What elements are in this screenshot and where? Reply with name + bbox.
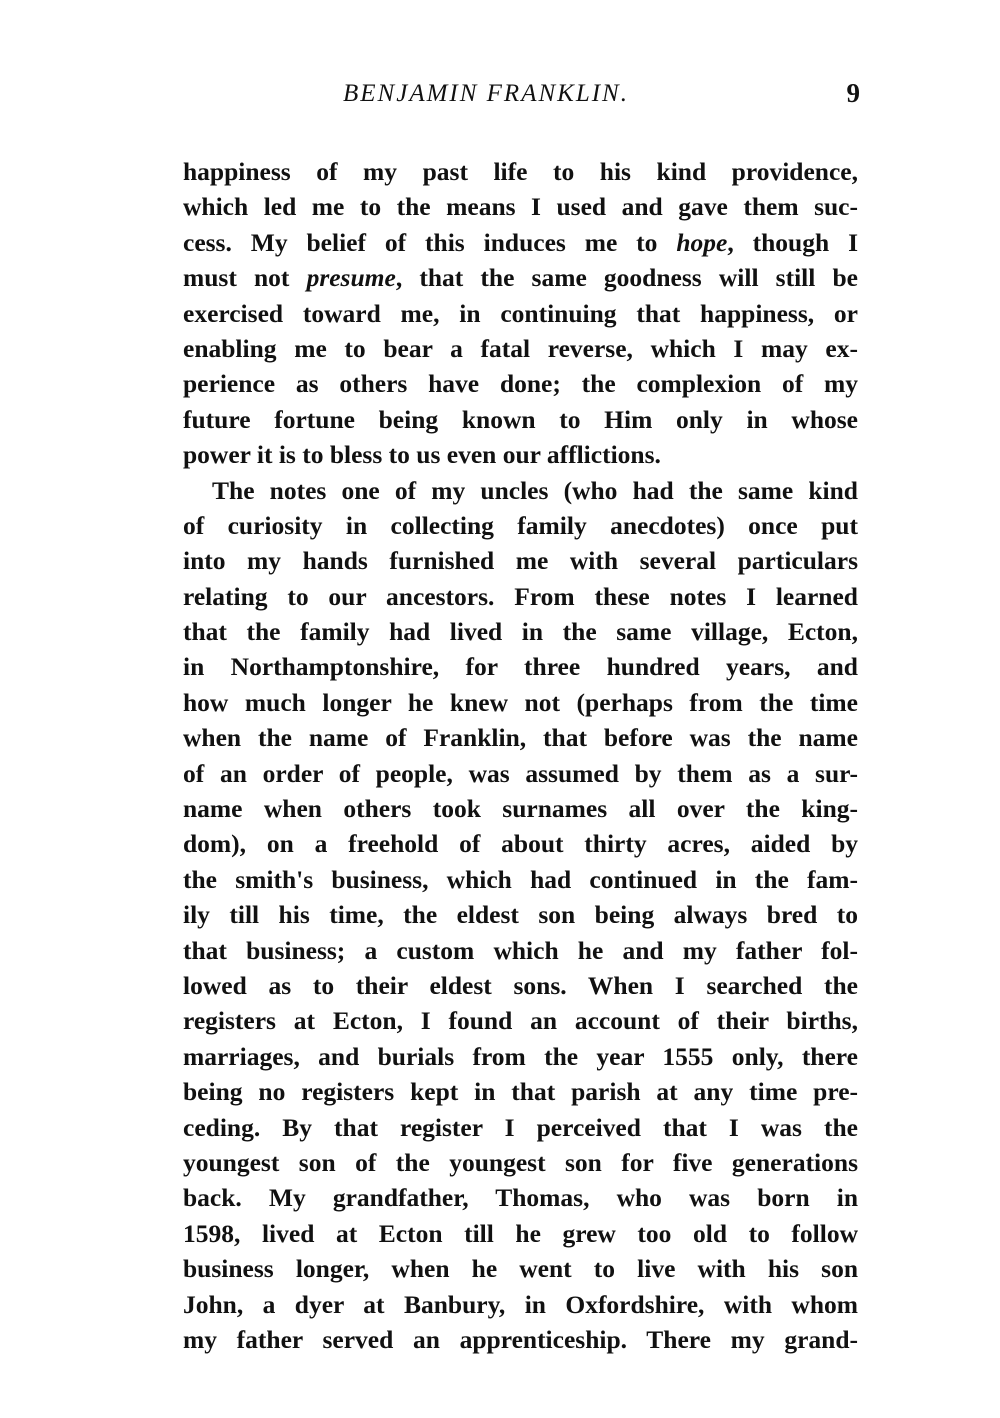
italic-emphasis: presume xyxy=(306,263,396,293)
running-title: BENJAMIN FRANKLIN. xyxy=(343,80,629,107)
text-line: back. My grandfather, Thomas, who was born in xyxy=(183,1183,858,1213)
text-line: in Northamptonshire, for three hundred years, and xyxy=(183,652,858,682)
text-line xyxy=(183,225,858,260)
text-line: The notes one of my uncles (who had the same kind xyxy=(212,475,858,505)
text-line: lowed as to their eldest sons. When I searched the xyxy=(183,970,858,1000)
text-line: 1598, lived at Ecton till he grew too old to follow xyxy=(183,1218,858,1248)
text-line: marriages, and burials from the year 1555 only, there xyxy=(183,1041,858,1071)
text-line: relating to our ancestors. From these notes I learned xyxy=(183,581,858,611)
text-line: dom), on a freehold of about thirty acres, aided by xyxy=(183,829,858,859)
text-segment: , that the same goodness will still be xyxy=(395,263,858,293)
text-segment: must not xyxy=(183,263,307,293)
text-segment: , though I xyxy=(727,227,858,257)
running-header xyxy=(183,80,858,114)
text-line: the smith's business, which had continued in the fam- xyxy=(183,864,858,894)
text-line: how much longer he knew not (perhaps from the time xyxy=(183,687,858,717)
text-line: John, a dyer at Banbury, in Oxfordshire, with whom xyxy=(183,1289,858,1319)
text-line: happiness of my past life to his kind providence, xyxy=(183,157,858,186)
text-line: being no registers kept in that parish at any time pre- xyxy=(183,1077,858,1107)
text-line xyxy=(183,260,858,295)
text-line: that business; a custom which he and my father fol- xyxy=(183,935,858,965)
text-segment: cess. My belief of this induces me to xyxy=(183,227,677,257)
text-line: ily till his time, the eldest son being always bred to xyxy=(183,900,858,930)
text-line: which led me to the means I used and gave them suc- xyxy=(183,192,858,222)
text-line: when the name of Franklin, that before was the name xyxy=(183,723,858,753)
text-line: that the family had lived in the same village, Ecton, xyxy=(183,617,858,647)
text-line: perience as others have done; the complexion of my xyxy=(183,369,858,399)
text-line: registers at Ecton, I found an account of their births, xyxy=(183,1006,858,1036)
text-line: business longer, when he went to live with his son xyxy=(183,1254,858,1284)
text-line: power it is to bless to us even our afflictions. xyxy=(183,440,661,470)
text-line: youngest son of the youngest son for five generations xyxy=(183,1147,858,1177)
page-number: 9 xyxy=(846,78,860,108)
body-text xyxy=(183,154,858,1357)
text-line: enabling me to bear a fatal reverse, which I may ex- xyxy=(183,333,858,363)
text-line: of curiosity in collecting family anecdotes) once put xyxy=(183,510,858,540)
text-line: name when others took surnames all over the king- xyxy=(183,794,858,824)
text-line: ceding. By that register I perceived that I was the xyxy=(183,1112,858,1142)
italic-emphasis: hope xyxy=(676,227,728,257)
text-line: my father served an apprenticeship. There my grand- xyxy=(183,1324,858,1354)
text-line: of an order of people, was assumed by them as a sur- xyxy=(183,758,858,788)
text-line: future fortune being known to Him only in whose xyxy=(183,404,858,434)
text-line: exercised toward me, in continuing that happiness, or xyxy=(183,298,858,328)
text-line: into my hands furnished me with several particulars xyxy=(183,546,858,576)
